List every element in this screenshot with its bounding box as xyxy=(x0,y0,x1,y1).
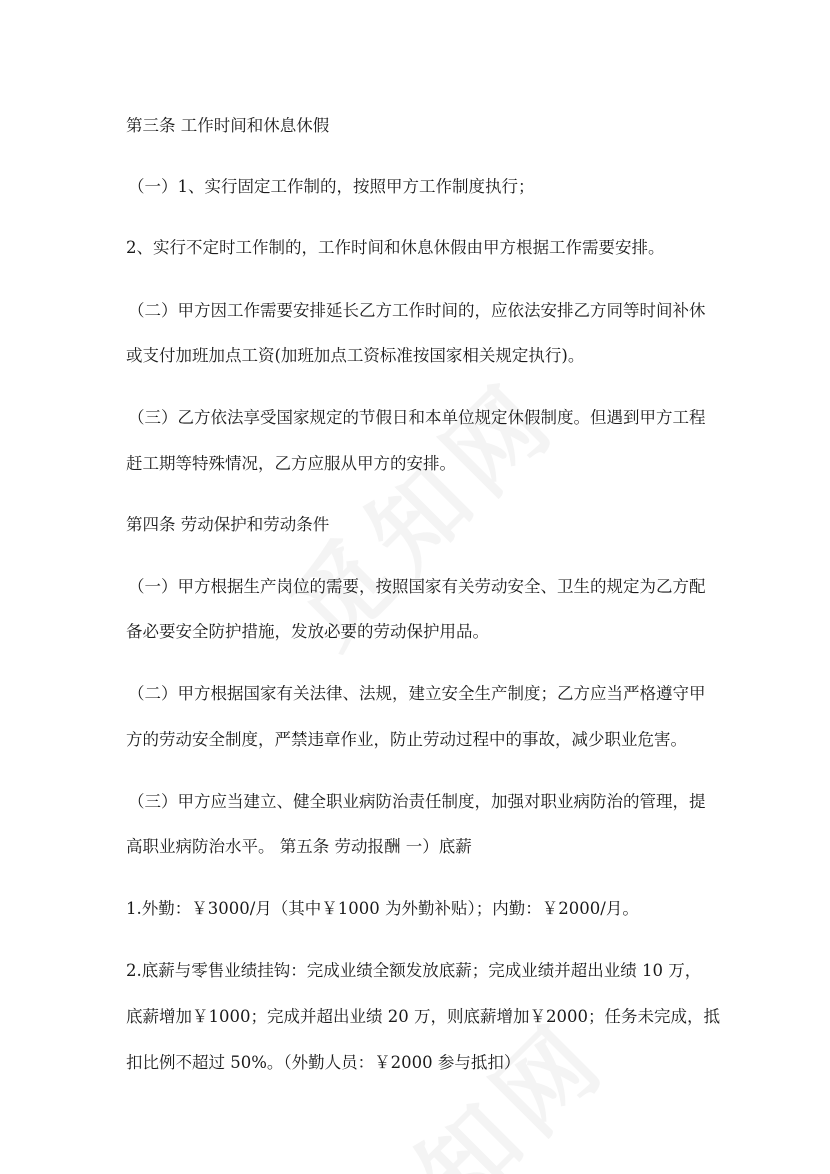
paragraph-line: 1.外勤：￥3000/月（其中￥1000 为外勤补贴）；内勤：￥2000/月。 xyxy=(126,899,639,918)
paragraph-line: 方的劳动安全制度，严禁违章作业，防止劳动过程中的事故，减少职业危害。 xyxy=(126,730,687,749)
paragraph-line: （一）1、实行固定工作制的，按照甲方工作制度执行； xyxy=(128,177,535,196)
paragraph-line: （三）甲方应当建立、健全职业病防治责任制度，加强对职业病防治的管理，提 xyxy=(128,792,706,811)
paragraph-line: 备必要安全防护措施，发放必要的劳动保护用品。 xyxy=(126,622,489,641)
paragraph-line: （一）甲方根据生产岗位的需要，按照国家有关劳动安全、卫生的规定为乙方配 xyxy=(128,577,706,596)
paragraph-line: （二）甲方因工作需要安排延长乙方工作时间的，应依法安排乙方同等时间补休 xyxy=(128,301,706,320)
paragraph-line: （三）乙方依法享受国家规定的节假日和本单位规定休假制度。但遇到甲方工程 xyxy=(128,408,706,427)
paragraph-line: 底薪增加￥1000；完成并超出业绩 20 万，则底薪增加￥2000；任务未完成，抵 xyxy=(126,1007,720,1026)
article-3-heading: 第三条 工作时间和休息休假 xyxy=(126,116,330,135)
paragraph-line: 2.底薪与零售业绩挂钩：完成业绩全额发放底薪；完成业绩并超出业绩 10 万， xyxy=(126,961,702,980)
paragraph-line: 高职业病防治水平。 第五条 劳动报酬 一）底薪 xyxy=(126,837,472,856)
paragraph-line: 赶工期等特殊情况，乙方应服从甲方的安排。 xyxy=(126,454,456,473)
paragraph-line: 扣比例不超过 50%。（外勤人员：￥2000 参与抵扣） xyxy=(126,1053,521,1072)
paragraph-line: 2、实行不定时工作制的，工作时间和休息休假由甲方根据工作需要安排。 xyxy=(126,238,665,257)
article-4-heading: 第四条 劳动保护和劳动条件 xyxy=(126,515,330,534)
paragraph-line: 或支付加班加点工资(加班加点工资标准按国家相关规定执行)。 xyxy=(126,346,585,365)
paragraph-line: （二）甲方根据国家有关法律、法规，建立安全生产制度；乙方应当严格遵守甲 xyxy=(128,684,706,703)
